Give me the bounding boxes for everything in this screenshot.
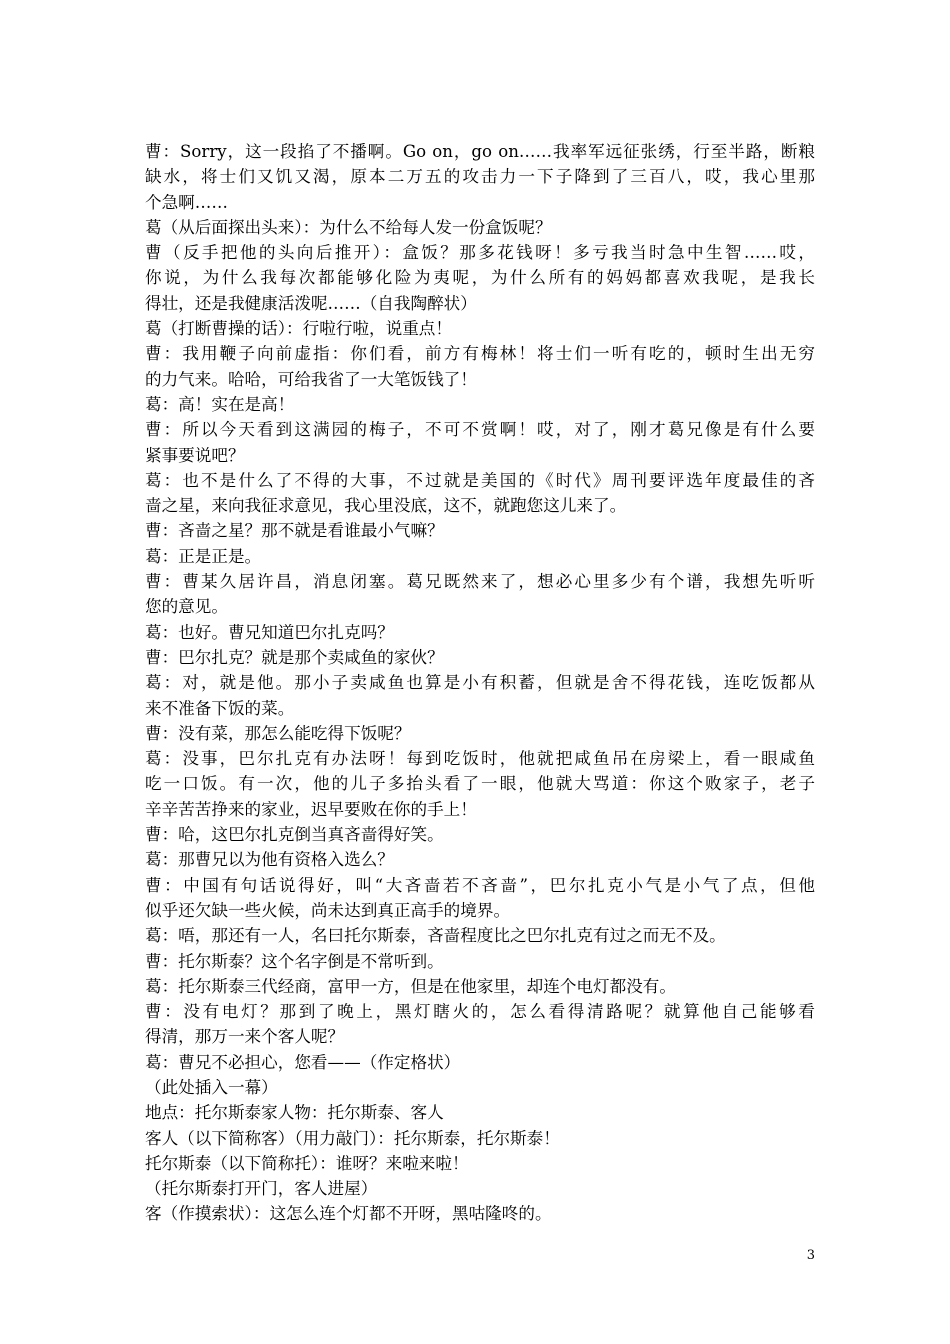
text-line: 曹：中国有句话说得好，叫“大吝啬若不吝啬”，巴尔扎克小气是小气了点，但他	[145, 875, 815, 895]
text-line: 葛：对，就是他。那小子卖咸鱼也算是小有积蓄，但就是舍不得花钱，连吃饭都从	[145, 673, 815, 693]
dialogue-paragraph	[145, 518, 815, 543]
text-line: 辛辛苦苦挣来的家业，迟早要败在你的手上！	[145, 799, 477, 819]
dialogue-paragraph	[145, 1050, 815, 1075]
dialogue-paragraph	[145, 873, 815, 924]
text-line: 来不准备下饭的菜。	[145, 698, 295, 718]
text-line: 葛（打断曹操的话）：行啦行啦，说重点！	[145, 319, 452, 339]
text-line: 葛：唔，那还有一人，名曰托尔斯泰，吝啬程度比之巴尔扎克有过之而无不及。	[145, 926, 726, 946]
dialogue-paragraph	[145, 645, 815, 670]
dialogue-paragraph	[145, 999, 815, 1050]
dialogue-paragraph	[145, 417, 815, 468]
text-line: 葛：高！实在是高！	[145, 394, 295, 414]
dialogue-paragraph	[145, 974, 815, 999]
text-line: 曹：所以今天看到这满园的梅子，不可不赏啊！哎，对了，刚才葛兄像是有什么要	[145, 420, 815, 440]
text-line: 曹：吝啬之星？那不就是看谁最小气嘛？	[145, 521, 444, 541]
dialogue-paragraph	[145, 1201, 815, 1226]
dialogue-paragraph	[145, 620, 815, 645]
text-line: 您的意见。	[145, 597, 228, 617]
text-line: 你说，为什么我每次都能够化险为夷呢，为什么所有的妈妈都喜欢我呢，是我长	[145, 268, 815, 288]
dialogue-paragraph	[145, 544, 815, 569]
text-line: 客人（以下简称客）（用力敲门）：托尔斯泰，托尔斯泰！	[145, 1128, 560, 1148]
dialogue-paragraph	[145, 1176, 815, 1201]
dialogue-paragraph	[145, 139, 815, 215]
page-number: 3	[806, 1248, 815, 1263]
text-line: 个急啊……	[145, 192, 228, 212]
text-line: 葛：也不是什么了不得的大事，不过就是美国的《时代》周刊要评选年度最佳的吝	[145, 470, 815, 490]
text-line: 葛：没事，巴尔扎克有办法呀！每到吃饭时，他就把咸鱼吊在房梁上，看一眼咸鱼	[145, 749, 815, 769]
dialogue-paragraph	[145, 341, 815, 392]
text-line: 得清，那万一来个客人呢？	[145, 1027, 345, 1047]
text-line: （托尔斯泰打开门，客人进屋）	[145, 1179, 378, 1199]
dialogue-paragraph	[145, 1126, 815, 1151]
dialogue-paragraph	[145, 1100, 815, 1125]
text-line: 托尔斯泰（以下简称托）：谁呀？来啦来啦！	[145, 1153, 469, 1173]
text-line: 曹：曹某久居许昌，消息闭塞。葛兄既然来了，想必心里多少有个谱，我想先听听	[145, 572, 815, 592]
dialogue-paragraph	[145, 847, 815, 872]
text-line: 曹：没有菜，那怎么能吃得下饭呢？	[145, 723, 411, 743]
text-line: （此处插入一幕）	[145, 1077, 278, 1097]
dialogue-paragraph	[145, 240, 815, 316]
text-line: 缺水，将士们又饥又渴，原本二万五的攻击力一下子降到了三百八，哎，我心里那	[145, 167, 815, 187]
text-line: 葛：那曹兄以为他有资格入选么？	[145, 850, 394, 870]
dialogue-paragraph	[145, 949, 815, 974]
text-line: 葛（从后面探出头来）：为什么不给每人发一份盒饭呢？	[145, 217, 552, 237]
dialogue-paragraph	[145, 316, 815, 341]
text-line: 紧事要说吧？	[145, 445, 245, 465]
dialogue-paragraph	[145, 670, 815, 721]
dialogue-paragraph	[145, 215, 815, 240]
text-line: 曹：我用鞭子向前虚指：你们看，前方有梅林！将士们一听有吃的，顿时生出无穷	[145, 344, 815, 364]
text-line: 曹：巴尔扎克？就是那个卖咸鱼的家伙？	[145, 647, 444, 667]
text-line: 似乎还欠缺一些火候，尚未达到真正高手的境界。	[145, 900, 511, 920]
text-line: 曹：Sorry，这一段掐了不播啊。Go on，go on……我率军远征张绣，行至半路，断粮	[145, 142, 815, 161]
text-line: 曹：托尔斯泰？这个名字倒是不常听到。	[145, 951, 444, 971]
dialogue-paragraph	[145, 1151, 815, 1176]
text-line: 葛：托尔斯泰三代经商，富甲一方，但是在他家里，却连个电灯都没有。	[145, 976, 676, 996]
text-line: 曹：哈，这巴尔扎克倒当真吝啬得好笑。	[145, 825, 444, 845]
text-line: 葛：正是正是。	[145, 546, 262, 566]
text-line: 曹（反手把他的头向后推开）：盒饭？那多花钱呀！多亏我当时急中生智……哎，	[145, 243, 815, 263]
text-line: 曹：没有电灯？那到了晚上，黑灯瞎火的，怎么看得清路呢？就算他自己能够看	[145, 1002, 815, 1022]
text-line: 葛：也好。曹兄知道巴尔扎克吗？	[145, 622, 394, 642]
text-line: 客（作摸索状）：这怎么连个灯都不开呀，黑咕隆咚的。	[145, 1204, 552, 1224]
text-line: 吃一口饭。有一次，他的儿子多抬头看了一眼，他就大骂道：你这个败家子，老子	[145, 774, 815, 794]
dialogue-paragraph	[145, 392, 815, 417]
text-line: 地点：托尔斯泰家人物：托尔斯泰、客人	[145, 1103, 444, 1123]
text-line: 得壮，还是我健康活泼呢……（自我陶醉状）	[145, 293, 477, 313]
dialogue-paragraph	[145, 822, 815, 847]
dialogue-paragraph	[145, 923, 815, 948]
dialogue-paragraph	[145, 468, 815, 519]
text-line: 的力气来。哈哈，可给我省了一大笔饭钱了！	[145, 369, 477, 389]
dialogue-paragraph	[145, 721, 815, 746]
dialogue-paragraph	[145, 1075, 815, 1100]
dialogue-paragraph	[145, 569, 815, 620]
script-text-body	[145, 139, 815, 1227]
text-line: 啬之星，来向我征求意见，我心里没底，这不，就跑您这儿来了。	[145, 496, 627, 516]
text-line: 葛：曹兄不必担心，您看——（作定格状）	[145, 1052, 461, 1072]
dialogue-paragraph	[145, 746, 815, 822]
